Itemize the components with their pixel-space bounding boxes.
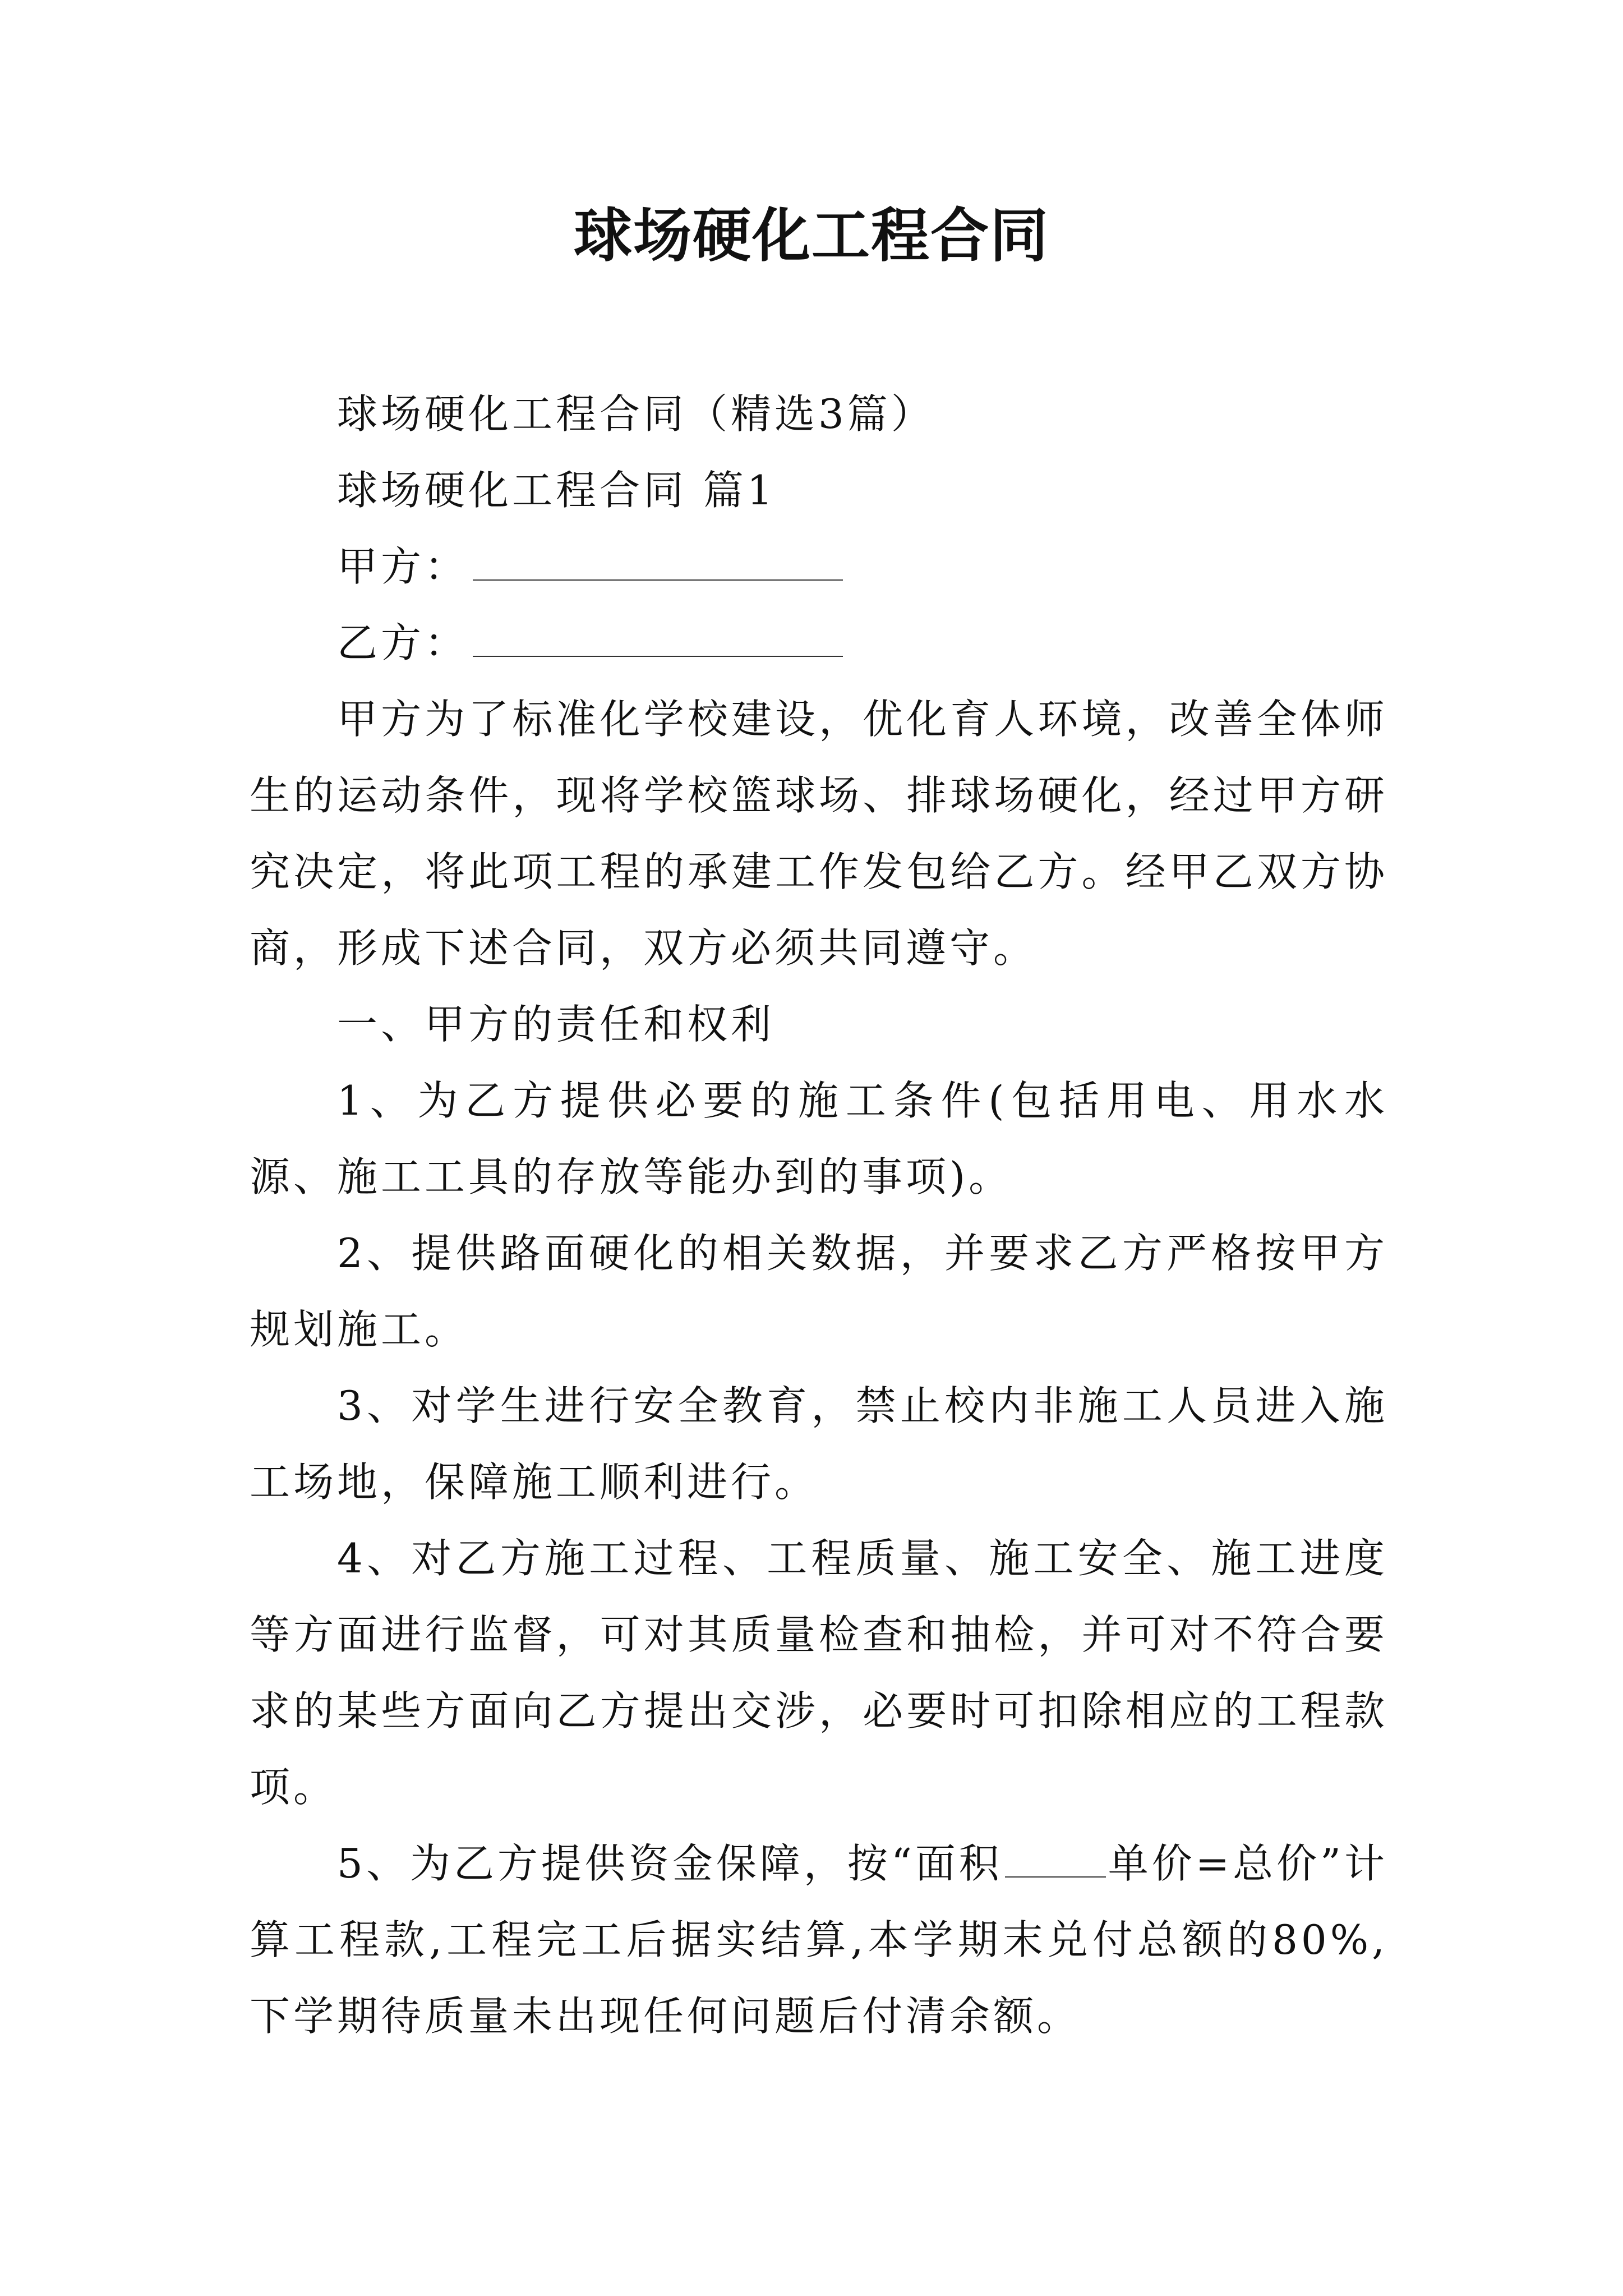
document-body — [250, 376, 1388, 2054]
party-a-label: 甲方： — [337, 543, 469, 590]
item-5 — [250, 1825, 1388, 2054]
item-1: 1、为乙方提供必要的施工条件(包括用电、用水水源、施工工具的存放等能办到的事项)。 — [250, 1077, 1388, 1200]
item-5-after-blank: 单价=总价”计算工程款,工程完工后据实结算,本学期末兑付总额的80%,下学期待质量未出现任何问题后付清余额。 — [250, 1840, 1388, 2040]
item-5-before-blank: 5、为乙方提供资金保障，按“面积 — [337, 1840, 1003, 1887]
document-subtitle: 球场硬化工程合同（精选3篇） — [337, 390, 935, 438]
item-2: 2、提供路面硬化的相关数据，并要求乙方严格按甲方规划施工。 — [250, 1230, 1388, 1353]
item-4: 4、对乙方施工过程、工程质量、施工安全、施工进度等方面进行监督，可对其质量检查和抽检，并可对不符合要求的某些方面向乙方提出交涉，必要时可扣除相应的工程款项。 — [250, 1535, 1388, 1811]
item-3: 3、对学生进行安全教育，禁止校内非施工人员进入施工场地，保障施工顺利进行。 — [250, 1382, 1388, 1506]
document-title: 球场硬化工程合同 — [573, 201, 1049, 270]
intro-paragraph: 甲方为了标准化学校建设，优化育人环境，改善全体师生的运动条件，现将学校篮球场、排球场硬化，经过甲方研究决定，将此项工程的承建工作发包给乙方。经甲乙双方协商，形成下述合同，双方必须共同遵守。 — [250, 696, 1388, 972]
responsibilities-heading: 一、甲方的责任和权利 — [337, 1001, 775, 1048]
party-a-line — [250, 528, 1388, 605]
party-b-line — [250, 605, 1388, 681]
section-heading: 球场硬化工程合同 篇1 — [337, 467, 776, 514]
party-a-blank — [473, 537, 843, 581]
party-b-label: 乙方： — [337, 619, 469, 666]
area-blank — [1005, 1843, 1106, 1878]
party-b-blank — [473, 613, 843, 657]
